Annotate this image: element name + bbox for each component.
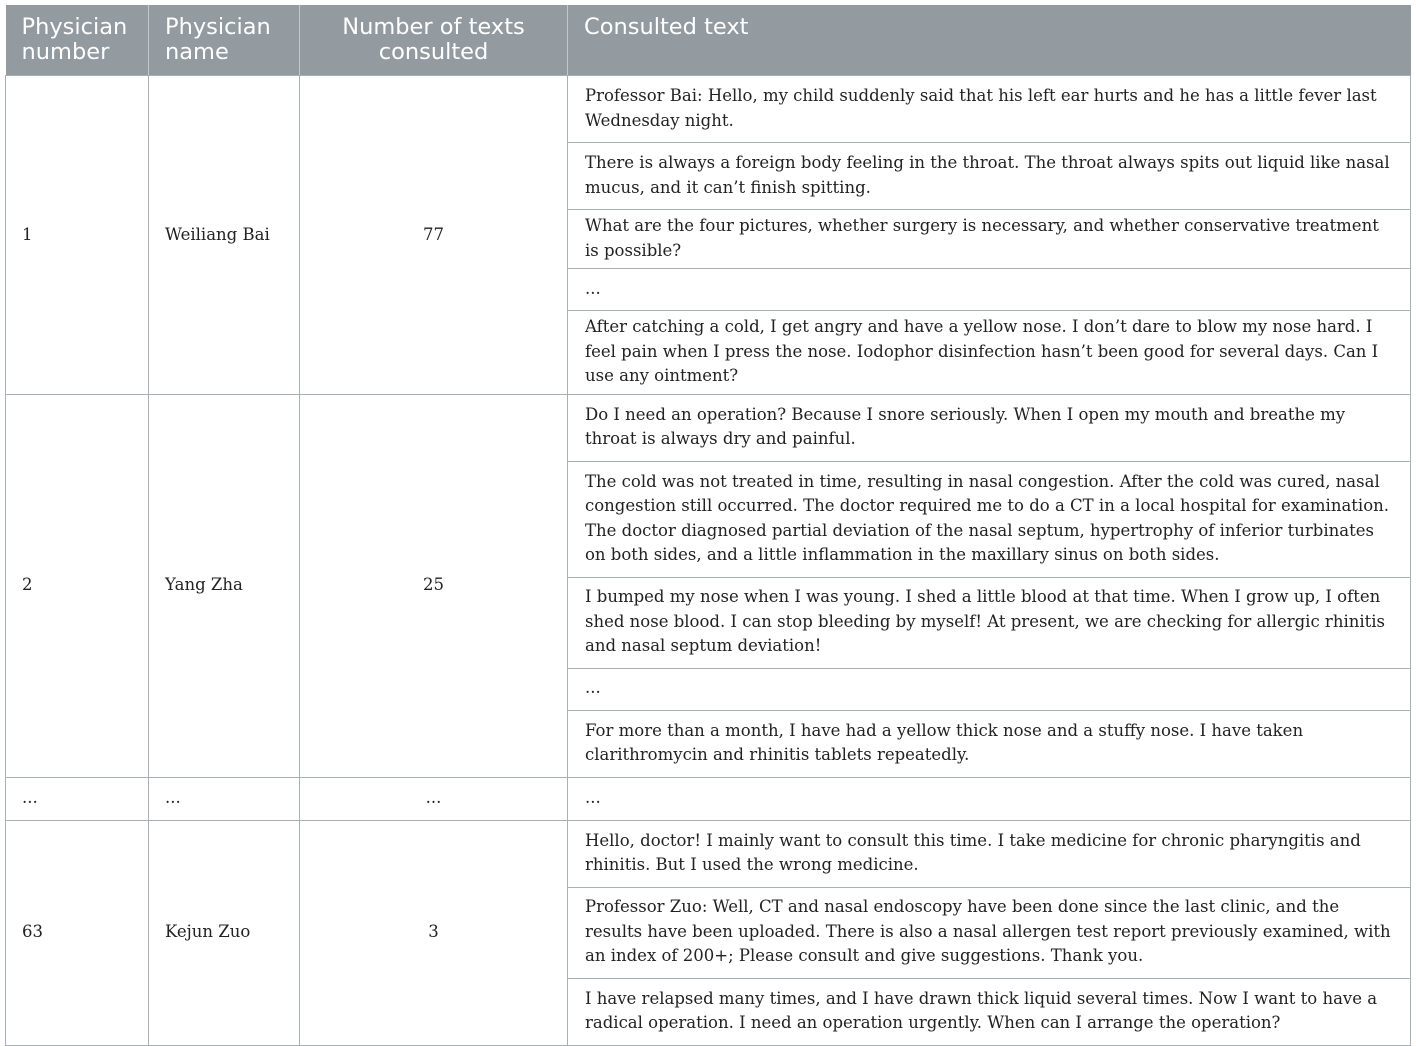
header-physician-number: Physician number <box>6 5 149 76</box>
consulted-text-cell: After catching a cold, I get angry and have a yellow nose. I don’t dare to blow my nose hard. I feel pain when I press the nose. Iodophor disinfection hasn’t been good for several days. Can I use any ointment? <box>568 311 1411 395</box>
consulted-text-cell: Professor Bai: Hello, my child suddenly said that his left ear hurts and he has a little fever last Wednesday night. <box>568 76 1411 143</box>
consulted-text-cell: ... <box>568 668 1411 710</box>
consulted-text-cell: Do I need an operation? Because I snore seriously. When I open my mouth and breathe my throat is always dry and painful. <box>568 394 1411 461</box>
header-consulted-text: Consulted text <box>568 5 1411 76</box>
physician-number-cell: 1 <box>6 76 149 395</box>
consultation-table <box>5 5 1411 1046</box>
header-number-of-texts: Number of texts consulted <box>300 5 568 76</box>
consulted-text-cell: I bumped my nose when I was young. I shed a little blood at that time. When I grow up, I often shed nose blood. I can stop bleeding by myself! At present, we are checking for allergic rhinitis and nasal septum deviation! <box>568 577 1411 668</box>
consulted-text-cell: Hello, doctor! I mainly want to consult this time. I take medicine for chronic pharyngitis and rhinitis. But I used the wrong medicine. <box>568 820 1411 887</box>
physician-name-cell: Kejun Zuo <box>149 820 300 1045</box>
consulted-text-cell: ... <box>568 777 1411 820</box>
consulted-text-cell: There is always a foreign body feeling in the throat. The throat always spits out liquid like nasal mucus, and it can’t finish spitting. <box>568 143 1411 210</box>
text-count-cell: 3 <box>300 820 568 1045</box>
consulted-text-cell: Professor Zuo: Well, CT and nasal endoscopy have been done since the last clinic, and the results have been uploaded. There is also a nasal allergen test report previously examined, with an index of 200+; Please consult and give suggestions. Thank you. <box>568 887 1411 978</box>
header-row <box>6 5 1411 76</box>
physician-name-cell: Weiliang Bai <box>149 76 300 395</box>
physician-number-cell: ... <box>6 777 149 820</box>
consulted-text-cell: I have relapsed many times, and I have drawn thick liquid several times. Now I want to have a radical operation. I need an operation urgently. When can I arrange the operation? <box>568 978 1411 1045</box>
consulted-text-cell: The cold was not treated in time, resulting in nasal congestion. After the cold was cured, nasal congestion still occurred. The doctor required me to do a CT in a local hospital for examination. The doctor diagnosed partial deviation of the nasal septum, hypertrophy of inferior turbinates on both sides, and a little inflammation in the maxillary sinus on both sides. <box>568 461 1411 577</box>
consulted-text-cell: ... <box>568 269 1411 311</box>
text-count-cell: 25 <box>300 394 568 777</box>
physician-name-cell: Yang Zha <box>149 394 300 777</box>
table-row <box>6 820 1411 887</box>
text-count-cell: 77 <box>300 76 568 395</box>
table-row <box>6 394 1411 461</box>
table-row <box>6 777 1411 820</box>
physician-number-cell: 2 <box>6 394 149 777</box>
physician-number-cell: 63 <box>6 820 149 1045</box>
header-physician-name: Physician name <box>149 5 300 76</box>
consulted-text-cell: What are the four pictures, whether surgery is necessary, and whether conservative treatment is possible? <box>568 210 1411 269</box>
physician-name-cell: ... <box>149 777 300 820</box>
text-count-cell: ... <box>300 777 568 820</box>
consulted-text-cell: For more than a month, I have had a yellow thick nose and a stuffy nose. I have taken clarithromycin and rhinitis tablets repeatedly. <box>568 710 1411 777</box>
table-row <box>6 76 1411 143</box>
